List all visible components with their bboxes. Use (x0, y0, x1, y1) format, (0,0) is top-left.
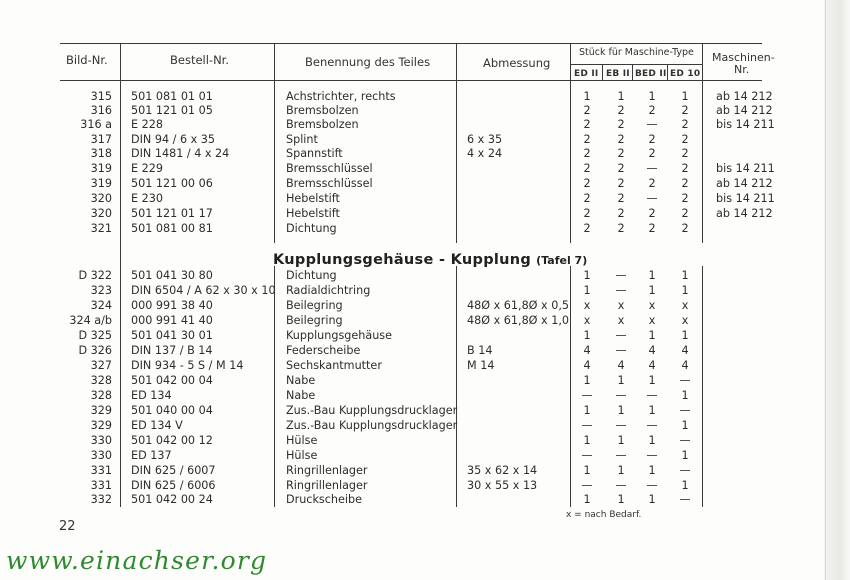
header-type-ed10: ED 10 (670, 69, 701, 79)
cell-bestell: DIN 6504 / A 62 x 30 x 10 (131, 284, 276, 297)
cell-benennung: Nabe (286, 389, 316, 402)
cell-qty-eb2: 2 (617, 147, 625, 160)
cell-qty-ed2: x (583, 299, 591, 312)
header-nr: Nr. (734, 63, 750, 76)
cell-abmessung: 6 x 35 (467, 133, 503, 146)
cell-qty-ed2: 2 (583, 147, 591, 160)
cell-benennung: Zus.-Bau Kupplungsdrucklager (286, 419, 458, 432)
cell-qty-ed10: 2 (681, 133, 689, 146)
cell-benennung: Hebelstift (286, 207, 340, 220)
rule-type-split (570, 64, 702, 65)
cell-bestell: 000 991 41 40 (131, 314, 213, 327)
cell-qty-ed10: — (679, 404, 691, 417)
cell-qty-eb2: 1 (617, 493, 625, 506)
header-type-eb2: EB II (606, 69, 630, 79)
cell-bestell: DIN 625 / 6007 (131, 464, 216, 477)
header-stueck: Stück für Maschine-Type (579, 47, 694, 58)
cell-qty-bed2: — (646, 479, 658, 492)
cell-qty-ed10: 2 (681, 177, 689, 190)
cell-qty-bed2: 2 (648, 104, 656, 117)
cell-bild: 320 (90, 207, 112, 220)
cell-qty-bed2: x (648, 314, 656, 327)
cell-qty-bed2: 2 (648, 222, 656, 235)
cell-benennung: Dichtung (286, 269, 337, 282)
cell-qty-bed2: — (646, 118, 658, 131)
table-row (0, 374, 850, 388)
cell-qty-eb2: — (615, 479, 627, 492)
cell-qty-ed2: 1 (583, 284, 591, 297)
table-row (0, 419, 850, 433)
table-row (0, 449, 850, 463)
cell-abmessung: B 14 (467, 344, 493, 357)
cell-maschinen-nr: bis 14 211 (716, 192, 775, 205)
cell-qty-eb2: — (615, 329, 627, 342)
cell-qty-ed2: 2 (583, 207, 591, 220)
cell-abmessung: 35 x 62 x 14 (467, 464, 538, 477)
cell-bestell: 501 042 00 24 (131, 493, 213, 506)
cell-qty-ed10: 2 (681, 207, 689, 220)
table-row (0, 133, 850, 147)
cell-qty-ed2: — (581, 479, 593, 492)
cell-bild: 332 (90, 493, 112, 506)
cell-bild: 331 (90, 479, 112, 492)
cell-bestell: 000 991 38 40 (131, 299, 213, 312)
cell-qty-eb2: 1 (617, 434, 625, 447)
cell-qty-ed10: 4 (681, 344, 689, 357)
section-heading (273, 249, 587, 268)
cell-qty-bed2: 2 (648, 207, 656, 220)
cell-bild: 330 (90, 449, 112, 462)
cell-benennung: Hülse (286, 449, 318, 462)
table-row (0, 207, 850, 221)
table-row (0, 192, 850, 206)
cell-qty-ed10: x (681, 314, 689, 327)
cell-benennung: Sechskantmutter (286, 359, 382, 372)
cell-bestell: ED 134 (131, 389, 172, 402)
cell-qty-ed2: 4 (583, 344, 591, 357)
cell-qty-bed2: 2 (648, 147, 656, 160)
cell-qty-bed2: 1 (648, 464, 656, 477)
cell-bild: D 326 (78, 344, 112, 357)
header-type-ed2: ED II (574, 69, 599, 79)
header-type-bed2: BED II (635, 69, 667, 79)
cell-qty-bed2: — (646, 162, 658, 175)
cell-qty-eb2: 1 (617, 90, 625, 103)
cell-qty-eb2: 2 (617, 162, 625, 175)
cell-qty-ed10: 1 (681, 284, 689, 297)
cell-qty-ed2: — (581, 449, 593, 462)
type-divider-1 (602, 64, 603, 80)
cell-qty-eb2: 1 (617, 404, 625, 417)
cell-bestell: 501 040 00 04 (131, 404, 213, 417)
cell-benennung: Hebelstift (286, 192, 340, 205)
cell-bestell: DIN 625 / 6006 (131, 479, 216, 492)
cell-qty-ed2: 1 (583, 374, 591, 387)
cell-qty-bed2: 1 (648, 90, 656, 103)
cell-abmessung: 4 x 24 (467, 147, 503, 160)
cell-qty-ed2: — (581, 389, 593, 402)
cell-benennung: Hülse (286, 434, 318, 447)
cell-qty-bed2: 2 (648, 133, 656, 146)
table-row (0, 222, 850, 236)
cell-qty-eb2: — (615, 389, 627, 402)
table-row (0, 464, 850, 478)
cell-bild: 327 (90, 359, 112, 372)
cell-qty-ed10: 2 (681, 104, 689, 117)
cell-bestell: E 229 (131, 162, 163, 175)
cell-qty-bed2: — (646, 419, 658, 432)
cell-qty-ed2: 1 (583, 404, 591, 417)
cell-bild: 316 (90, 104, 112, 117)
cell-qty-bed2: 1 (648, 374, 656, 387)
cell-qty-ed2: 2 (583, 133, 591, 146)
cell-qty-bed2: 1 (648, 404, 656, 417)
cell-qty-ed2: — (581, 419, 593, 432)
cell-maschinen-nr: ab 14 212 (716, 177, 773, 190)
cell-qty-eb2: 2 (617, 177, 625, 190)
cell-bild: D 322 (78, 269, 112, 282)
table-row (0, 90, 850, 104)
cell-bild: 318 (90, 147, 112, 160)
table-row (0, 344, 850, 358)
table-row (0, 269, 850, 283)
table-row (0, 389, 850, 403)
cell-qty-bed2: 2 (648, 177, 656, 190)
cell-qty-ed10: 2 (681, 147, 689, 160)
cell-qty-ed2: x (583, 314, 591, 327)
cell-bestell: 501 121 00 06 (131, 177, 213, 190)
section-subtitle: (Tafel 7) (536, 254, 588, 267)
cell-qty-bed2: — (646, 192, 658, 205)
cell-qty-eb2: 2 (617, 222, 625, 235)
section-title: Kupplungsgehäuse - Kupplung (273, 252, 532, 268)
cell-qty-ed2: 4 (583, 359, 591, 372)
cell-qty-ed2: 1 (583, 434, 591, 447)
table-row (0, 104, 850, 118)
cell-bestell: E 228 (131, 118, 163, 131)
table-row (0, 493, 850, 507)
cell-qty-eb2: 2 (617, 118, 625, 131)
cell-bild: 328 (90, 389, 112, 402)
table-row (0, 147, 850, 161)
table-row (0, 404, 850, 418)
cell-benennung: Dichtung (286, 222, 337, 235)
cell-benennung: Druckscheibe (286, 493, 362, 506)
cell-bild: 329 (90, 419, 112, 432)
type-divider-3 (667, 64, 668, 80)
watermark-url: www.einachser.org (6, 546, 268, 575)
cell-qty-ed10: 4 (681, 359, 689, 372)
cell-qty-ed10: 2 (681, 192, 689, 205)
cell-qty-ed10: 1 (681, 419, 689, 432)
cell-qty-eb2: — (615, 344, 627, 357)
cell-benennung: Bremsschlüssel (286, 162, 373, 175)
cell-qty-ed2: 1 (583, 464, 591, 477)
cell-benennung: Kupplungsgehäuse (286, 329, 393, 342)
cell-qty-bed2: 4 (648, 359, 656, 372)
cell-bild: 321 (90, 222, 112, 235)
cell-qty-ed2: 2 (583, 177, 591, 190)
cell-qty-bed2: 1 (648, 329, 656, 342)
cell-bild: 328 (90, 374, 112, 387)
cell-qty-ed2: 2 (583, 118, 591, 131)
cell-bild: 323 (90, 284, 112, 297)
cell-bestell: 501 042 00 12 (131, 434, 213, 447)
header-maschinen: Maschinen- (712, 51, 775, 64)
cell-bestell: 501 041 30 80 (131, 269, 213, 282)
cell-qty-ed2: 1 (583, 493, 591, 506)
table-row (0, 177, 850, 191)
table-row (0, 329, 850, 343)
cell-benennung: Spannstift (286, 147, 343, 160)
cell-qty-ed10: 1 (681, 479, 689, 492)
cell-maschinen-nr: ab 14 212 (716, 104, 773, 117)
cell-benennung: Ringrillenlager (286, 464, 368, 477)
cell-bestell: 501 041 30 01 (131, 329, 213, 342)
cell-bestell: ED 137 (131, 449, 172, 462)
cell-bestell: E 230 (131, 192, 163, 205)
cell-qty-ed2: 1 (583, 269, 591, 282)
cell-bild: 319 (90, 177, 112, 190)
cell-qty-ed10: x (681, 299, 689, 312)
cell-abmessung: M 14 (467, 359, 495, 372)
cell-qty-ed2: 2 (583, 162, 591, 175)
cell-bild: 319 (90, 162, 112, 175)
cell-qty-ed10: — (679, 493, 691, 506)
cell-qty-ed2: 2 (583, 104, 591, 117)
cell-bild: 320 (90, 192, 112, 205)
cell-benennung: Zus.-Bau Kupplungsdrucklager (286, 404, 458, 417)
table-row (0, 359, 850, 373)
cell-bestell: 501 042 00 04 (131, 374, 213, 387)
table-row (0, 434, 850, 448)
cell-qty-ed10: 2 (681, 222, 689, 235)
cell-benennung: Bremsschlüssel (286, 177, 373, 190)
cell-benennung: Beilegring (286, 299, 343, 312)
cell-qty-ed10: 2 (681, 162, 689, 175)
cell-bestell: ED 134 V (131, 419, 183, 432)
cell-qty-bed2: 4 (648, 344, 656, 357)
cell-qty-ed10: — (679, 434, 691, 447)
cell-qty-ed2: 2 (583, 192, 591, 205)
cell-maschinen-nr: bis 14 211 (716, 118, 775, 131)
cell-bild: 331 (90, 464, 112, 477)
cell-benennung: Federscheibe (286, 344, 361, 357)
cell-benennung: Radialdichtring (286, 284, 371, 297)
rule-top (60, 43, 762, 44)
table-row (0, 479, 850, 493)
cell-maschinen-nr: bis 14 211 (716, 162, 775, 175)
cell-benennung: Achstrichter, rechts (286, 90, 396, 103)
cell-benennung: Nabe (286, 374, 316, 387)
cell-qty-ed10: — (679, 374, 691, 387)
cell-bestell: DIN 934 - 5 S / M 14 (131, 359, 244, 372)
cell-qty-ed10: 1 (681, 389, 689, 402)
cell-bild: D 325 (78, 329, 112, 342)
cell-qty-eb2: 1 (617, 374, 625, 387)
cell-qty-ed2: 1 (583, 329, 591, 342)
cell-bild: 317 (90, 133, 112, 146)
cell-bild: 324 a/b (69, 314, 112, 327)
table-row (0, 162, 850, 176)
table-row (0, 299, 850, 313)
footnote: x = nach Bedarf. (566, 510, 642, 520)
header-bild-nr: Bild-Nr. (66, 53, 108, 67)
cell-qty-ed10: 1 (681, 90, 689, 103)
cell-qty-ed2: 2 (583, 222, 591, 235)
cell-qty-eb2: — (615, 284, 627, 297)
cell-qty-bed2: 1 (648, 284, 656, 297)
cell-qty-eb2: 2 (617, 133, 625, 146)
cell-qty-ed10: 1 (681, 329, 689, 342)
cell-benennung: Splint (286, 133, 318, 146)
cell-qty-eb2: — (615, 419, 627, 432)
cell-bestell: DIN 137 / B 14 (131, 344, 213, 357)
cell-bild: 329 (90, 404, 112, 417)
cell-benennung: Bremsbolzen (286, 118, 359, 131)
cell-bild: 315 (90, 90, 112, 103)
cell-abmessung: 48Ø x 61,8Ø x 1,0 (467, 314, 570, 327)
cell-benennung: Ringrillenlager (286, 479, 368, 492)
table-row (0, 284, 850, 298)
cell-abmessung: 48Ø x 61,8Ø x 0,5 (467, 299, 570, 312)
cell-qty-eb2: 2 (617, 104, 625, 117)
cell-qty-bed2: 1 (648, 434, 656, 447)
cell-bestell: 501 081 00 81 (131, 222, 213, 235)
cell-bild: 316 a (80, 118, 112, 131)
cell-bild: 324 (90, 299, 112, 312)
cell-qty-ed10: — (679, 464, 691, 477)
rule-header-bottom (60, 80, 762, 81)
cell-qty-bed2: — (646, 389, 658, 402)
cell-qty-eb2: 2 (617, 207, 625, 220)
cell-qty-ed10: 1 (681, 449, 689, 462)
cell-bestell: 501 081 01 01 (131, 90, 213, 103)
cell-qty-eb2: 4 (617, 359, 625, 372)
cell-qty-ed2: 1 (583, 90, 591, 103)
cell-qty-bed2: x (648, 299, 656, 312)
cell-qty-ed10: 2 (681, 118, 689, 131)
cell-qty-ed10: 1 (681, 269, 689, 282)
cell-benennung: Beilegring (286, 314, 343, 327)
header-benennung: Benennung des Teiles (305, 55, 431, 69)
type-divider-2 (632, 64, 633, 80)
cell-maschinen-nr: ab 14 212 (716, 90, 773, 103)
cell-maschinen-nr: ab 14 212 (716, 207, 773, 220)
cell-bestell: DIN 1481 / 4 x 24 (131, 147, 230, 160)
cell-bestell: 501 121 01 05 (131, 104, 213, 117)
cell-qty-eb2: 1 (617, 464, 625, 477)
cell-bestell: 501 121 01 17 (131, 207, 213, 220)
cell-qty-bed2: 1 (648, 493, 656, 506)
cell-bild: 330 (90, 434, 112, 447)
header-abmessung: Abmessung (483, 56, 551, 70)
table-row (0, 118, 850, 132)
cell-qty-eb2: — (615, 269, 627, 282)
cell-bestell: DIN 94 / 6 x 35 (131, 133, 216, 146)
page-number: 22 (59, 519, 76, 534)
cell-benennung: Bremsbolzen (286, 104, 359, 117)
cell-qty-eb2: — (615, 449, 627, 462)
cell-abmessung: 30 x 55 x 13 (467, 479, 538, 492)
cell-qty-eb2: x (617, 314, 625, 327)
cell-qty-eb2: 2 (617, 192, 625, 205)
header-bestell-nr: Bestell-Nr. (170, 53, 230, 67)
cell-qty-bed2: 1 (648, 269, 656, 282)
cell-qty-bed2: — (646, 449, 658, 462)
cell-qty-eb2: x (617, 299, 625, 312)
table-row (0, 314, 850, 328)
